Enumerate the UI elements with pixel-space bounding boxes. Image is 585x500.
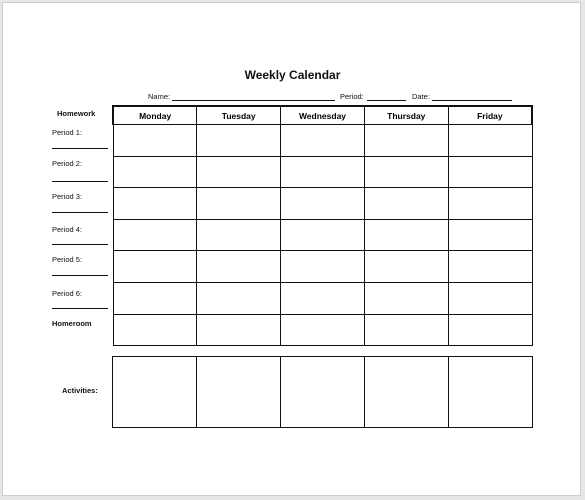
calendar-cell[interactable] bbox=[281, 314, 365, 346]
weekly-calendar-grid bbox=[112, 105, 533, 346]
name-field[interactable] bbox=[172, 100, 335, 101]
day-header-friday: Friday bbox=[448, 106, 532, 125]
calendar-cell[interactable] bbox=[281, 125, 365, 157]
calendar-cell[interactable] bbox=[364, 282, 448, 314]
table-row bbox=[113, 314, 532, 346]
day-header-tuesday: Tuesday bbox=[197, 106, 281, 125]
period-line-6[interactable] bbox=[52, 308, 108, 309]
calendar-cell[interactable] bbox=[448, 156, 532, 188]
period-field[interactable] bbox=[367, 100, 406, 101]
day-header-monday: Monday bbox=[113, 106, 197, 125]
calendar-cell[interactable] bbox=[281, 156, 365, 188]
table-row bbox=[113, 282, 532, 314]
activities-row bbox=[113, 357, 533, 428]
period-line-2[interactable] bbox=[52, 181, 108, 182]
calendar-cell[interactable] bbox=[113, 219, 197, 251]
calendar-cell[interactable] bbox=[448, 314, 532, 346]
calendar-cell[interactable] bbox=[364, 188, 448, 220]
calendar-cell[interactable] bbox=[364, 251, 448, 283]
calendar-cell[interactable] bbox=[281, 251, 365, 283]
date-field[interactable] bbox=[432, 100, 512, 101]
activity-cell[interactable] bbox=[113, 357, 197, 428]
calendar-cell[interactable] bbox=[197, 188, 281, 220]
calendar-cell[interactable] bbox=[364, 156, 448, 188]
homeroom-label: Homeroom bbox=[52, 319, 92, 328]
name-label: Name: bbox=[148, 92, 171, 101]
period-line-4[interactable] bbox=[52, 244, 108, 245]
activity-cell[interactable] bbox=[281, 357, 365, 428]
header-row bbox=[113, 106, 532, 125]
period-line-5[interactable] bbox=[52, 275, 108, 276]
calendar-cell[interactable] bbox=[281, 188, 365, 220]
calendar-cell[interactable] bbox=[448, 188, 532, 220]
calendar-cell[interactable] bbox=[113, 314, 197, 346]
page-title: Weekly Calendar bbox=[244, 68, 341, 82]
table-row bbox=[113, 188, 532, 220]
calendar-cell[interactable] bbox=[364, 314, 448, 346]
day-header-wednesday: Wednesday bbox=[281, 106, 365, 125]
calendar-cell[interactable] bbox=[197, 156, 281, 188]
calendar-cell[interactable] bbox=[197, 219, 281, 251]
period-line-3[interactable] bbox=[52, 212, 108, 213]
table-row bbox=[113, 219, 532, 251]
period-line-1[interactable] bbox=[52, 148, 108, 149]
day-header-thursday: Thursday bbox=[364, 106, 448, 125]
calendar-cell[interactable] bbox=[113, 156, 197, 188]
calendar-cell[interactable] bbox=[281, 219, 365, 251]
table-row bbox=[113, 156, 532, 188]
period-label-3: Period 3: bbox=[52, 192, 83, 201]
activities-grid bbox=[112, 356, 533, 428]
calendar-cell[interactable] bbox=[448, 219, 532, 251]
period-label-2: Period 2: bbox=[52, 159, 83, 168]
calendar-cell[interactable] bbox=[448, 251, 532, 283]
period-label-4: Period 4: bbox=[52, 225, 83, 234]
calendar-cell[interactable] bbox=[448, 282, 532, 314]
calendar-cell[interactable] bbox=[364, 219, 448, 251]
table-row bbox=[113, 125, 532, 157]
activities-label: Activities: bbox=[62, 386, 98, 395]
homework-label: Homework bbox=[57, 109, 96, 118]
calendar-cell[interactable] bbox=[197, 125, 281, 157]
activity-cell[interactable] bbox=[365, 357, 449, 428]
activity-cell[interactable] bbox=[449, 357, 533, 428]
calendar-cell[interactable] bbox=[364, 125, 448, 157]
calendar-cell[interactable] bbox=[113, 188, 197, 220]
calendar-cell[interactable] bbox=[281, 282, 365, 314]
date-label: Date: bbox=[412, 92, 430, 101]
calendar-cell[interactable] bbox=[113, 251, 197, 283]
period-label-6: Period 6: bbox=[52, 289, 83, 298]
calendar-cell[interactable] bbox=[197, 251, 281, 283]
calendar-cell[interactable] bbox=[197, 314, 281, 346]
period-label: Period: bbox=[340, 92, 364, 101]
period-label-1: Period 1: bbox=[52, 128, 83, 137]
table-row bbox=[113, 251, 532, 283]
calendar-cell[interactable] bbox=[113, 282, 197, 314]
period-label-5: Period 5: bbox=[52, 255, 83, 264]
activity-cell[interactable] bbox=[197, 357, 281, 428]
calendar-cell[interactable] bbox=[448, 125, 532, 157]
calendar-cell[interactable] bbox=[113, 125, 197, 157]
calendar-cell[interactable] bbox=[197, 282, 281, 314]
